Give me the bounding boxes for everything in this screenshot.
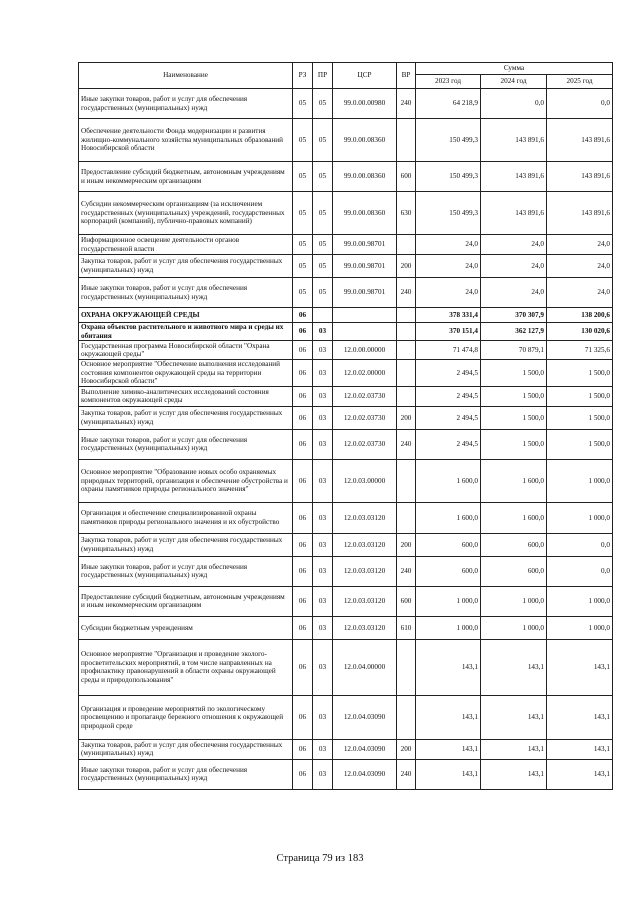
row-vr: 200	[397, 533, 416, 556]
table-row	[79, 308, 613, 323]
row-rz: 06	[293, 429, 313, 459]
header-vr: ВР	[397, 63, 416, 89]
row-vr	[397, 502, 416, 533]
table-row	[79, 556, 613, 586]
row-csr: 12.0.02.03730	[333, 429, 397, 459]
row-value-2024: 1 600,0	[481, 459, 547, 502]
row-name: Государственная программа Новосибирской области "Охрана окружающей среды"	[79, 341, 293, 360]
row-rz: 06	[293, 502, 313, 533]
row-value-2024: 70 879,1	[481, 341, 547, 360]
row-vr	[397, 119, 416, 162]
row-vr	[397, 639, 416, 695]
row-value-2023: 64 218,9	[416, 89, 481, 119]
row-pr: 05	[313, 192, 333, 235]
row-value-2023: 1 600,0	[416, 502, 481, 533]
row-vr: 240	[397, 278, 416, 308]
row-vr: 630	[397, 192, 416, 235]
table-row	[79, 323, 613, 341]
row-value-2023: 24,0	[416, 235, 481, 255]
row-name: Выполнение химико-аналитических исследований состояния компонентов окружающей среды	[79, 386, 293, 406]
row-vr	[397, 695, 416, 739]
row-value-2024: 143,1	[481, 695, 547, 739]
header-sum: Сумма	[416, 63, 613, 75]
row-pr: 03	[313, 739, 333, 759]
row-value-2023: 370 151,4	[416, 323, 481, 341]
row-value-2024: 143 891,6	[481, 162, 547, 192]
row-csr: 12.0.03.03120	[333, 502, 397, 533]
row-pr: 05	[313, 235, 333, 255]
row-rz: 06	[293, 556, 313, 586]
row-rz: 06	[293, 459, 313, 502]
row-vr	[397, 308, 416, 323]
row-csr: 12.0.03.00000	[333, 459, 397, 502]
row-value-2023: 24,0	[416, 278, 481, 308]
table-body	[79, 89, 613, 790]
row-value-2024: 24,0	[481, 255, 547, 278]
row-value-2025: 1 500,0	[547, 406, 613, 429]
table-row	[79, 162, 613, 192]
row-value-2024: 143,1	[481, 739, 547, 759]
row-value-2024: 370 307,9	[481, 308, 547, 323]
row-name: Закупка товаров, работ и услуг для обеспечения государственных (муниципальных) нужд	[79, 739, 293, 759]
row-pr: 03	[313, 429, 333, 459]
row-value-2023: 150 499,3	[416, 119, 481, 162]
row-value-2023: 1 000,0	[416, 586, 481, 616]
row-rz: 06	[293, 739, 313, 759]
table-row	[79, 119, 613, 162]
row-csr: 99.0.00.98701	[333, 235, 397, 255]
header-year-2025: 2025 год	[547, 75, 613, 89]
row-value-2023: 143,1	[416, 759, 481, 789]
row-csr: 99.0.00.08360	[333, 192, 397, 235]
row-value-2025: 143,1	[547, 739, 613, 759]
row-pr: 03	[313, 556, 333, 586]
row-csr: 12.0.03.03120	[333, 616, 397, 639]
row-vr: 200	[397, 255, 416, 278]
row-rz: 06	[293, 386, 313, 406]
row-csr: 12.0.00.00000	[333, 341, 397, 360]
row-value-2023: 1 600,0	[416, 459, 481, 502]
row-rz: 05	[293, 255, 313, 278]
row-name: Иные закупки товаров, работ и услуг для обеспечения государственных (муниципальных) нужд	[79, 89, 293, 119]
row-vr	[397, 341, 416, 360]
row-value-2024: 1 500,0	[481, 360, 547, 387]
row-rz: 05	[293, 278, 313, 308]
row-value-2023: 600,0	[416, 533, 481, 556]
row-csr: 12.0.04.03090	[333, 695, 397, 739]
row-value-2023: 143,1	[416, 739, 481, 759]
row-value-2023: 1 000,0	[416, 616, 481, 639]
row-pr	[313, 308, 333, 323]
row-vr	[397, 360, 416, 387]
row-value-2024: 1 500,0	[481, 429, 547, 459]
row-value-2023: 143,1	[416, 695, 481, 739]
row-value-2024: 143 891,6	[481, 192, 547, 235]
row-pr: 05	[313, 119, 333, 162]
row-value-2023: 150 499,3	[416, 192, 481, 235]
row-value-2023: 150 499,3	[416, 162, 481, 192]
row-vr	[397, 386, 416, 406]
row-csr: 99.0.00.08360	[333, 119, 397, 162]
row-name: Иные закупки товаров, работ и услуг для обеспечения государственных (муниципальных) нужд	[79, 429, 293, 459]
row-value-2024: 600,0	[481, 533, 547, 556]
row-value-2025: 1 000,0	[547, 616, 613, 639]
row-value-2024: 1 600,0	[481, 502, 547, 533]
row-value-2025: 143 891,6	[547, 119, 613, 162]
row-rz: 06	[293, 406, 313, 429]
table-row	[79, 695, 613, 739]
row-csr	[333, 308, 397, 323]
row-rz: 05	[293, 89, 313, 119]
row-rz: 06	[293, 616, 313, 639]
table-row	[79, 89, 613, 119]
row-vr: 200	[397, 406, 416, 429]
table-row	[79, 639, 613, 695]
row-name: Субсидии бюджетным учреждениям	[79, 616, 293, 639]
row-vr: 200	[397, 739, 416, 759]
row-value-2023: 2 494,5	[416, 360, 481, 387]
row-rz: 06	[293, 695, 313, 739]
table-row	[79, 533, 613, 556]
row-name: Основное мероприятие "Организация и проведение эколого-просветительских мероприятий, в том числе направленных на профилактику правонарушений в области охраны окружающей среды и природопользования"	[79, 639, 293, 695]
row-rz: 05	[293, 235, 313, 255]
row-name: Иные закупки товаров, работ и услуг для обеспечения государственных (муниципальных) нужд	[79, 759, 293, 789]
row-pr: 05	[313, 255, 333, 278]
row-name: Предоставление субсидий бюджетным, автономным учреждениям и иным некоммерческим организациям	[79, 586, 293, 616]
row-pr: 03	[313, 695, 333, 739]
row-value-2024: 1 500,0	[481, 406, 547, 429]
table-row	[79, 386, 613, 406]
row-vr: 240	[397, 429, 416, 459]
row-name: ОХРАНА ОКРУЖАЮЩЕЙ СРЕДЫ	[79, 308, 293, 323]
row-name: Закупка товаров, работ и услуг для обеспечения государственных (муниципальных) нужд	[79, 255, 293, 278]
table-row	[79, 502, 613, 533]
row-vr	[397, 459, 416, 502]
row-value-2023: 2 494,5	[416, 386, 481, 406]
table-row	[79, 586, 613, 616]
row-value-2024: 1 000,0	[481, 616, 547, 639]
row-value-2023: 2 494,5	[416, 429, 481, 459]
row-value-2025: 1 500,0	[547, 386, 613, 406]
row-pr: 03	[313, 406, 333, 429]
row-value-2023: 24,0	[416, 255, 481, 278]
row-value-2025: 1 500,0	[547, 429, 613, 459]
row-vr: 600	[397, 162, 416, 192]
row-value-2025: 71 325,6	[547, 341, 613, 360]
row-value-2025: 24,0	[547, 255, 613, 278]
row-pr: 03	[313, 360, 333, 387]
row-vr: 240	[397, 89, 416, 119]
row-csr: 99.0.00.08360	[333, 162, 397, 192]
row-vr	[397, 235, 416, 255]
row-value-2025: 24,0	[547, 235, 613, 255]
row-name: Иные закупки товаров, работ и услуг для обеспечения государственных (муниципальных) нужд	[79, 556, 293, 586]
row-rz: 06	[293, 360, 313, 387]
row-rz: 05	[293, 162, 313, 192]
row-name: Информационное освещение деятельности органов государственной власти	[79, 235, 293, 255]
row-name: Организация и проведение мероприятий по экологическому просвещению и пропаганде бережного отношения к окружающей природной среде	[79, 695, 293, 739]
table-row	[79, 278, 613, 308]
row-value-2025: 143,1	[547, 759, 613, 789]
table-row	[79, 255, 613, 278]
row-value-2025: 130 020,6	[547, 323, 613, 341]
row-value-2024: 24,0	[481, 235, 547, 255]
row-vr: 240	[397, 556, 416, 586]
row-pr: 03	[313, 341, 333, 360]
row-name: Основное мероприятие "Образование новых особо охраняемых природных территорий, организация и обеспечение обустройства и охраны памятников природы регионального значения"	[79, 459, 293, 502]
row-rz: 06	[293, 639, 313, 695]
row-value-2025: 138 200,6	[547, 308, 613, 323]
row-name: Иные закупки товаров, работ и услуг для обеспечения государственных (муниципальных) нужд	[79, 278, 293, 308]
row-vr: 240	[397, 759, 416, 789]
row-rz: 05	[293, 192, 313, 235]
table-row	[79, 341, 613, 360]
row-value-2024: 143,1	[481, 759, 547, 789]
page-footer: Страница 79 из 183	[276, 853, 364, 864]
row-value-2023: 600,0	[416, 556, 481, 586]
row-value-2024: 362 127,9	[481, 323, 547, 341]
row-value-2023: 143,1	[416, 639, 481, 695]
table-row	[79, 192, 613, 235]
row-rz: 06	[293, 586, 313, 616]
row-rz: 05	[293, 119, 313, 162]
row-value-2024: 24,0	[481, 278, 547, 308]
table-row	[79, 360, 613, 387]
row-name: Обеспечение деятельности Фонда модернизации и развития жилищно-коммунального хозяйства муниципальных образований Новосибирской области	[79, 119, 293, 162]
row-pr: 05	[313, 162, 333, 192]
row-rz: 06	[293, 533, 313, 556]
row-csr: 12.0.03.03120	[333, 586, 397, 616]
header-year-2023: 2023 год	[416, 75, 481, 89]
row-csr	[333, 323, 397, 341]
row-pr: 05	[313, 278, 333, 308]
row-value-2025: 143,1	[547, 639, 613, 695]
header-csr: ЦСР	[333, 63, 397, 89]
row-csr: 99.0.00.98701	[333, 255, 397, 278]
row-vr	[397, 323, 416, 341]
row-value-2024: 143,1	[481, 639, 547, 695]
table-row	[79, 429, 613, 459]
row-rz: 06	[293, 759, 313, 789]
row-csr: 12.0.04.03090	[333, 739, 397, 759]
table-row	[79, 616, 613, 639]
row-value-2023: 378 331,4	[416, 308, 481, 323]
row-csr: 99.0.00.00980	[333, 89, 397, 119]
row-vr: 610	[397, 616, 416, 639]
row-pr: 03	[313, 386, 333, 406]
table-row	[79, 459, 613, 502]
row-pr: 03	[313, 759, 333, 789]
row-csr: 12.0.02.03730	[333, 386, 397, 406]
row-pr: 03	[313, 323, 333, 341]
row-csr: 12.0.03.03120	[333, 533, 397, 556]
row-rz: 06	[293, 341, 313, 360]
row-pr: 03	[313, 459, 333, 502]
row-pr: 05	[313, 89, 333, 119]
row-name: Закупка товаров, работ и услуг для обеспечения государственных (муниципальных) нужд	[79, 533, 293, 556]
row-value-2025: 1 500,0	[547, 360, 613, 387]
row-value-2025: 143 891,6	[547, 192, 613, 235]
row-value-2025: 143,1	[547, 695, 613, 739]
row-name: Субсидии некоммерческим организациям (за исключением государственных (муниципальных) учреждений, государственных корпораций (компаний), публично-правовых компаний)	[79, 192, 293, 235]
row-value-2025: 1 000,0	[547, 502, 613, 533]
header-pr: ПР	[313, 63, 333, 89]
row-pr: 03	[313, 639, 333, 695]
row-rz: 06	[293, 323, 313, 341]
row-value-2024: 0,0	[481, 89, 547, 119]
row-value-2024: 143 891,6	[481, 119, 547, 162]
row-value-2025: 24,0	[547, 278, 613, 308]
budget-table	[78, 62, 613, 790]
row-pr: 03	[313, 533, 333, 556]
row-value-2024: 1 500,0	[481, 386, 547, 406]
table-row	[79, 759, 613, 789]
row-value-2025: 0,0	[547, 556, 613, 586]
row-name: Предоставление субсидий бюджетным, автономным учреждениям и иным некоммерческим организациям	[79, 162, 293, 192]
row-value-2025: 143 891,6	[547, 162, 613, 192]
row-value-2023: 71 474,8	[416, 341, 481, 360]
header-year-2024: 2024 год	[481, 75, 547, 89]
row-value-2025: 1 000,0	[547, 586, 613, 616]
row-value-2025: 0,0	[547, 533, 613, 556]
row-csr: 12.0.02.03730	[333, 406, 397, 429]
row-value-2024: 1 000,0	[481, 586, 547, 616]
row-name: Закупка товаров, работ и услуг для обеспечения государственных (муниципальных) нужд	[79, 406, 293, 429]
table-row	[79, 739, 613, 759]
row-csr: 12.0.03.03120	[333, 556, 397, 586]
row-name: Основное мероприятие "Обеспечение выполнения исследований состояния компонентов окружающей среды на территории Новосибирской области"	[79, 360, 293, 387]
row-csr: 12.0.04.00000	[333, 639, 397, 695]
row-pr: 03	[313, 586, 333, 616]
row-value-2025: 0,0	[547, 89, 613, 119]
header-name: Наименование	[79, 63, 293, 89]
row-pr: 03	[313, 502, 333, 533]
row-value-2025: 1 000,0	[547, 459, 613, 502]
row-name: Организация и обеспечение специализированной охраны памятников природы регионального значения и их обустройство	[79, 502, 293, 533]
table-row	[79, 406, 613, 429]
row-value-2023: 2 494,5	[416, 406, 481, 429]
row-value-2024: 600,0	[481, 556, 547, 586]
row-csr: 99.0.00.98701	[333, 278, 397, 308]
row-rz: 06	[293, 308, 313, 323]
row-csr: 12.0.04.03090	[333, 759, 397, 789]
header-rz: РЗ	[293, 63, 313, 89]
row-csr: 12.0.02.00000	[333, 360, 397, 387]
row-name: Охрана объектов растительного и животного мира и среды их обитания	[79, 323, 293, 341]
row-pr: 03	[313, 616, 333, 639]
row-vr: 600	[397, 586, 416, 616]
table-row	[79, 235, 613, 255]
